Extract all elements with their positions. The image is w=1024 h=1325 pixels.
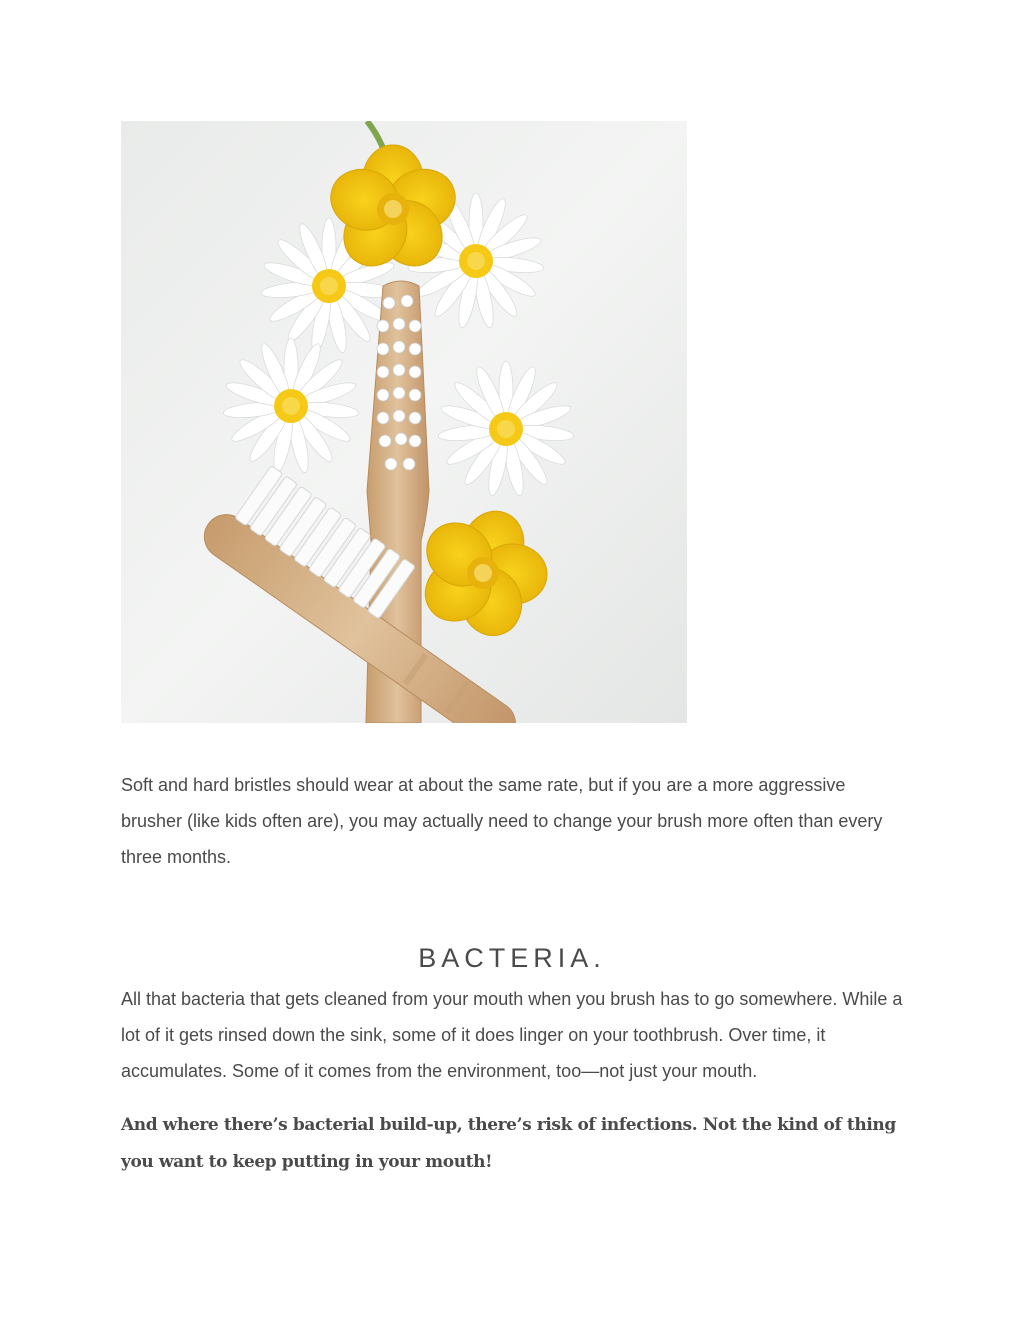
bacteria-paragraph: All that bacteria that gets cleaned from your mouth when you brush has to go somewhere. While a lot of it gets rinsed down the sink, some of it does linger on your toothbrush. Over time, it accumulates. Some of it comes from the environment, too—not just your mouth. bbox=[121, 989, 903, 1081]
infection-warning-text: And where there’s bacterial build-up, there’s risk of infections. Not the kind of thing you want to keep putting in your mouth! bbox=[121, 1115, 896, 1172]
bristles-paragraph: Soft and hard bristles should wear at about the same rate, but if you are a more aggressive brusher (like kids often are), you may actually need to change your brush more often than every three months. bbox=[121, 775, 883, 867]
toothbrush-flowers-photo bbox=[121, 121, 687, 723]
bacteria-heading: BACTERIA. bbox=[418, 943, 606, 973]
